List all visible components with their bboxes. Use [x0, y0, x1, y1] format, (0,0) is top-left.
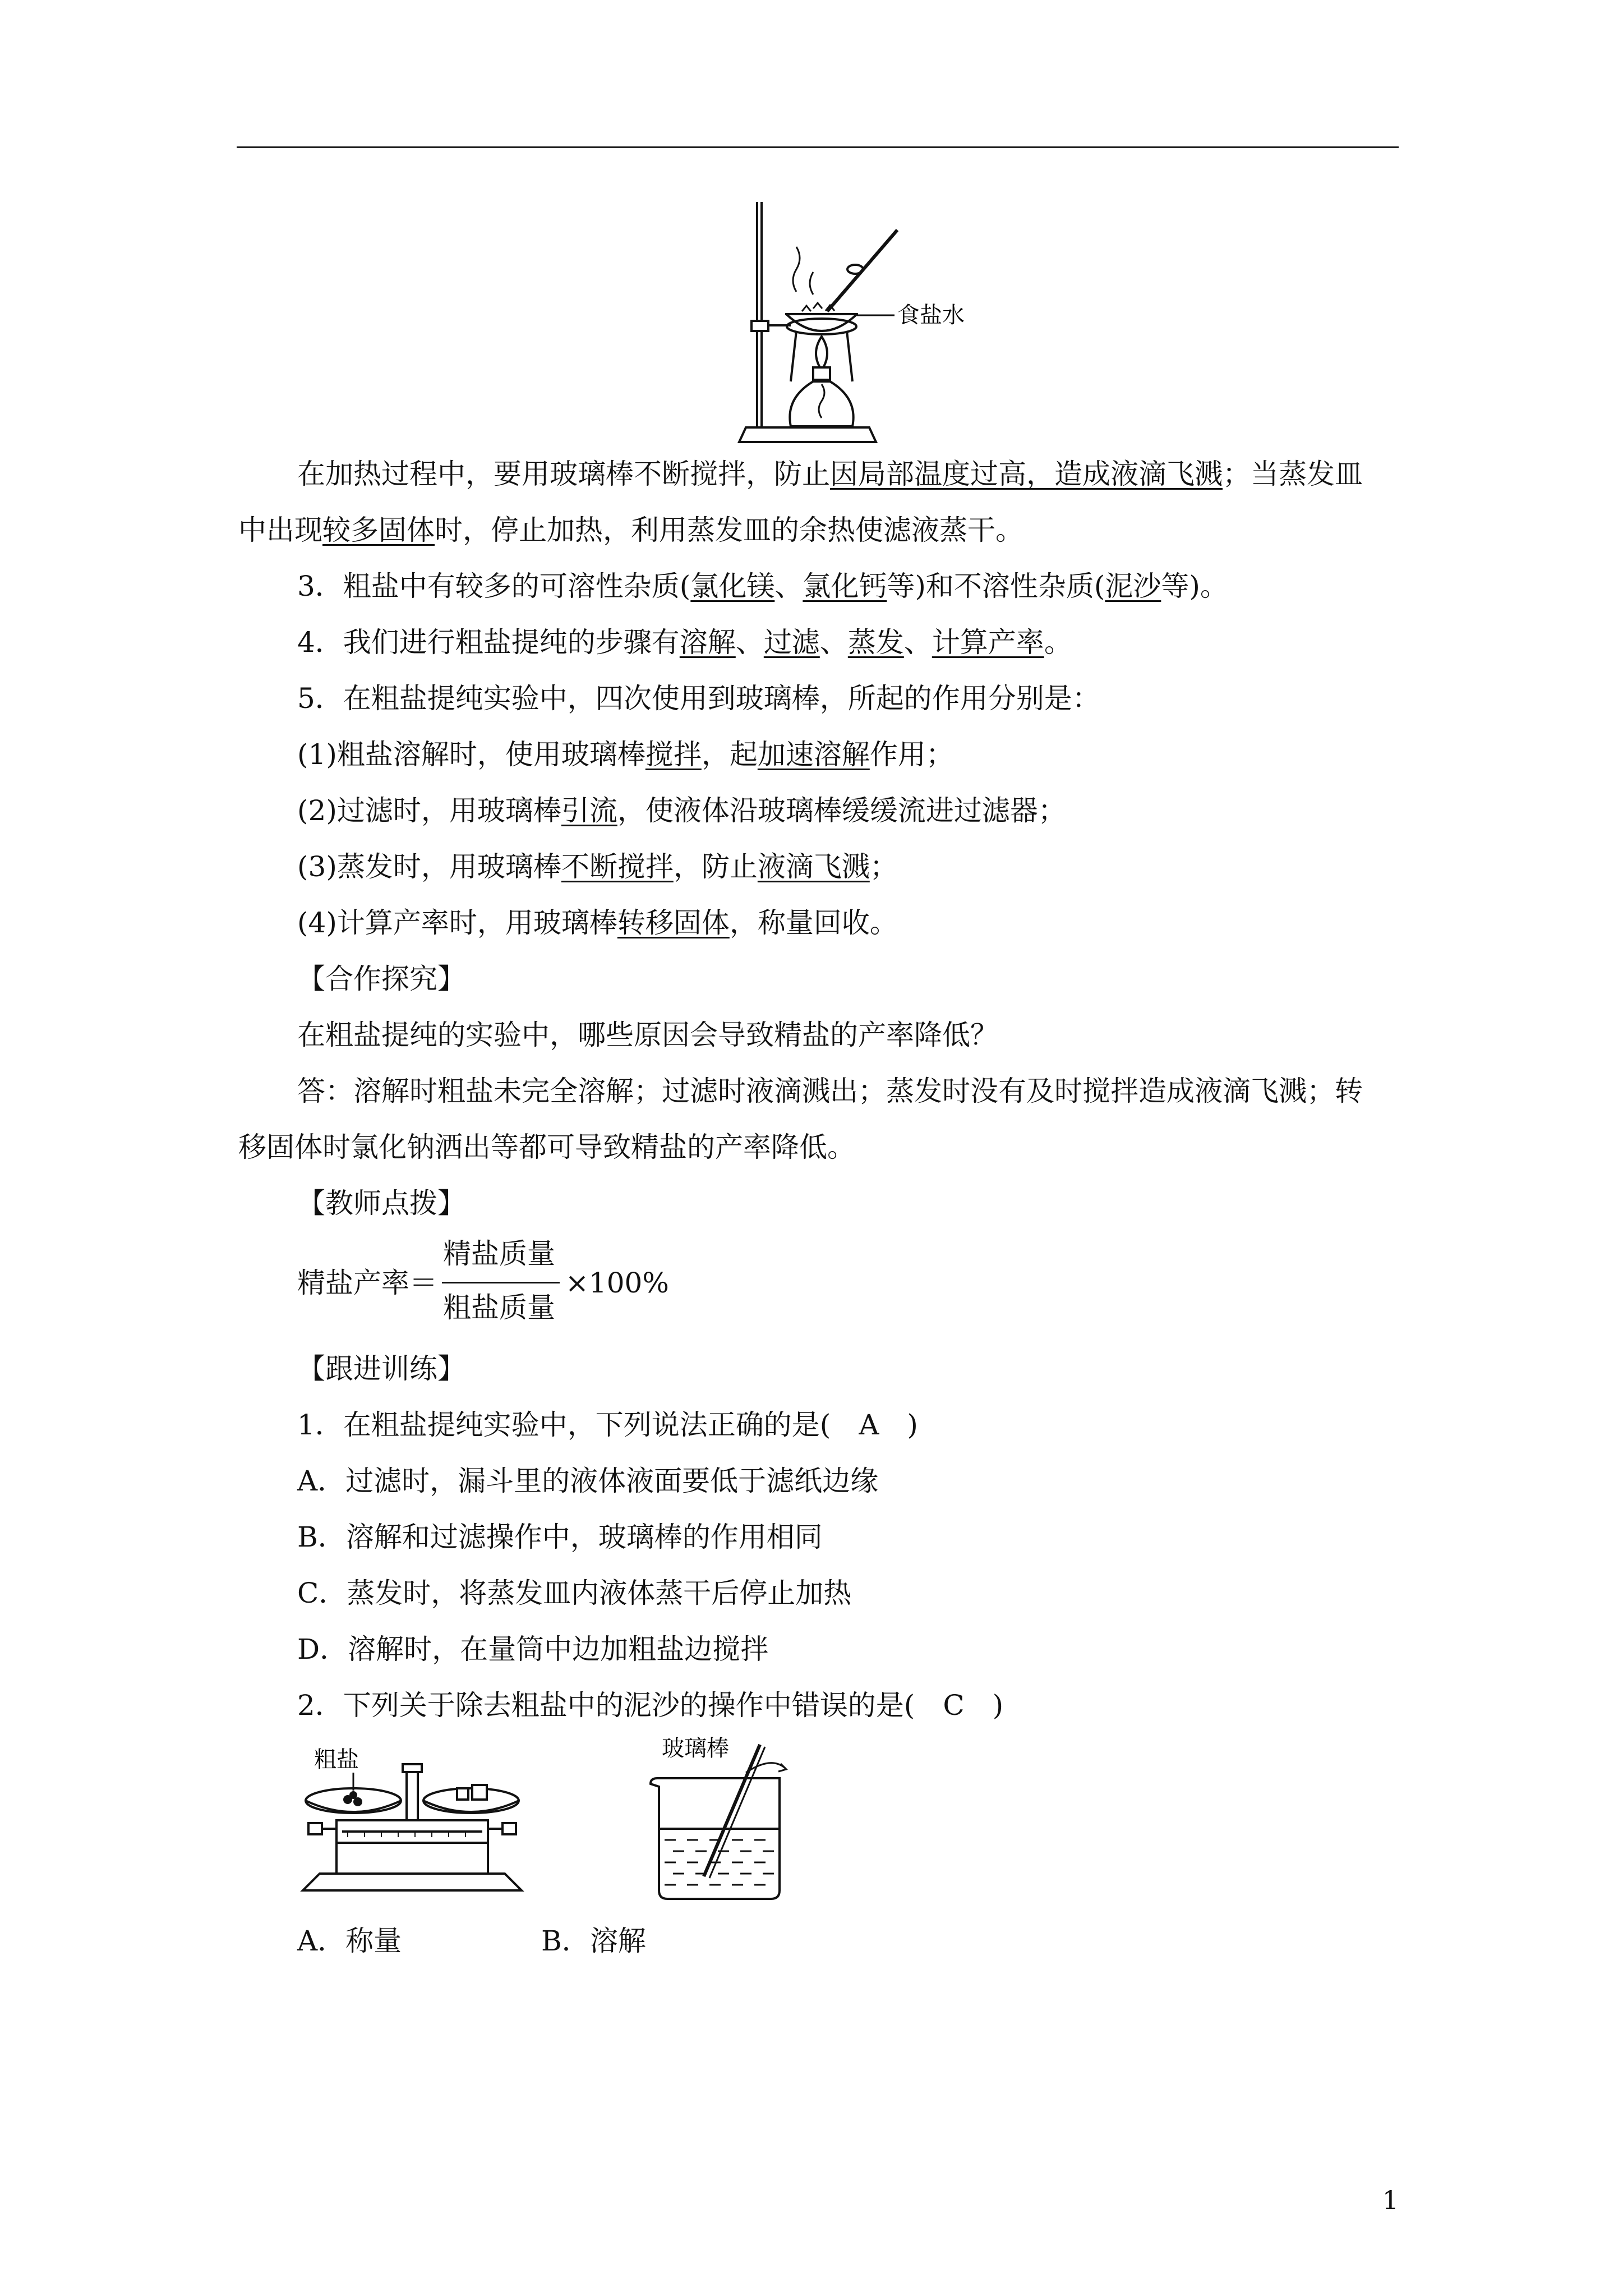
answer-line-2: 移固体时氯化钠洒出等都可导致精盐的产率降低。: [238, 1131, 855, 1163]
answer-blank: 溶解: [679, 626, 736, 659]
item-4: [297, 625, 1072, 659]
item-text: ，防止: [673, 850, 758, 883]
answer-blank: 液滴飞溅: [757, 850, 870, 883]
q1-stem: 1．在粗盐提纯实验中，下列说法正确的是( A ): [297, 1409, 918, 1441]
answer-blank: 搅拌: [645, 738, 702, 771]
answer-blank: 不断搅拌: [561, 850, 674, 883]
answer-blank: 转移固体: [617, 907, 730, 939]
item-text: (1)粗盐溶解时，使用玻璃棒: [297, 738, 645, 771]
balance-figure: [297, 1739, 544, 1907]
item-text: 4．我们进行粗盐提纯的步骤有: [297, 626, 680, 659]
answer-blank: 因局部温度过高，造成液滴飞溅: [830, 458, 1223, 490]
item-text: 等)和不溶性杂质(: [887, 570, 1105, 602]
answer-blank: 计算产率: [932, 626, 1044, 659]
formula-tail: ×100%: [565, 1267, 669, 1299]
item-text: (3)蒸发时，用玻璃棒: [297, 850, 561, 883]
item-text: (4)计算产率时，用玻璃棒: [297, 907, 617, 939]
header-rule: [237, 146, 1399, 148]
coarse-salt-label: 粗盐: [314, 1747, 359, 1773]
section-teacher-heading: 【教师点拨】: [297, 1187, 465, 1220]
item-text: ，称量回收。: [729, 907, 898, 939]
q2-stem: 2．下列关于除去粗盐中的泥沙的操作中错误的是( C ): [297, 1689, 1004, 1722]
item-3: [297, 569, 1228, 603]
salt-water-label: 食盐水: [897, 302, 965, 328]
item-text: 、: [774, 570, 803, 602]
glass-rod-label: 玻璃棒: [662, 1736, 729, 1761]
para1-text: 时，停止加热，利用蒸发皿的余热使滤液蒸干。: [435, 514, 1023, 546]
para1-line1: [297, 457, 1363, 491]
answer-blank: 引流: [561, 794, 617, 827]
answer-blank: 泥沙: [1105, 570, 1161, 602]
answer-blank: 过滤: [763, 626, 820, 659]
sub-item-4: [297, 906, 898, 940]
evaporation-apparatus-figure: [729, 196, 965, 449]
item-text: 等)。: [1161, 570, 1228, 602]
item-text: ；: [869, 850, 898, 883]
item-text: 、: [735, 626, 764, 659]
para1-text: 中出现: [238, 514, 322, 546]
para1-text: ；当蒸发皿: [1223, 458, 1363, 490]
sub-item-3: [297, 850, 898, 884]
item-5: 5．在粗盐提纯实验中，四次使用到玻璃棒，所起的作用分别是：: [297, 682, 1100, 715]
item-text: (2)过滤时，用玻璃棒: [297, 794, 561, 827]
answer-blank: 氯化镁: [690, 570, 775, 602]
fraction-bar: [442, 1282, 560, 1283]
section-follow-heading: 【跟进训练】: [297, 1352, 465, 1385]
evaporation-apparatus-drawing: [729, 196, 965, 449]
page-number: 1: [1382, 2185, 1399, 2215]
item-text: ，使液体沿玻璃棒缓缓流进过滤器；: [617, 794, 1066, 827]
beaker-drawing: [639, 1733, 864, 1907]
q1-option-a: A．过滤时，漏斗里的液体液面要低于滤纸边缘: [297, 1465, 879, 1497]
para1-text: 在加热过程中，要用玻璃棒不断搅拌，防止: [297, 458, 830, 490]
item-text: 、: [819, 626, 848, 659]
item-text: ，起: [701, 738, 758, 771]
formula-numerator: 精盐质量: [443, 1237, 555, 1270]
section-cooperate-heading: 【合作探究】: [297, 963, 465, 995]
question-text: 在粗盐提纯的实验中，哪些原因会导致精盐的产率降低？: [297, 1019, 998, 1051]
formula-denominator: 粗盐质量: [443, 1291, 555, 1324]
yield-formula: [297, 1237, 690, 1332]
item-text: 作用；: [869, 738, 954, 771]
answer-blank: 氯化钙: [803, 570, 887, 602]
sub-item-2: [297, 794, 1066, 827]
q1-option-b: B．溶解和过滤操作中，玻璃棒的作用相同: [297, 1521, 823, 1553]
sub-item-1: [297, 738, 954, 771]
item-text: 3．粗盐中有较多的可溶性杂质(: [297, 570, 691, 602]
answer-blank: 蒸发: [847, 626, 904, 659]
answer-blank: 较多固体: [322, 514, 435, 546]
q2-caption-b: B．溶解: [541, 1925, 646, 1957]
beaker-figure: [639, 1733, 864, 1907]
item-text: 。: [1044, 626, 1072, 659]
item-text: 、: [903, 626, 932, 659]
q1-option-d: D．溶解时，在量筒中边加粗盐边搅拌: [297, 1633, 769, 1665]
q2-caption-a: A．称量: [297, 1925, 402, 1957]
q1-option-c: C．蒸发时，将蒸发皿内液体蒸干后停止加热: [297, 1577, 852, 1609]
para1-line2: [238, 513, 1023, 547]
answer-line-1: 答：溶解时粗盐未完全溶解；过滤时液滴溅出；蒸发时没有及时搅拌造成液滴飞溅；转: [297, 1075, 1363, 1107]
balance-drawing: [297, 1739, 544, 1907]
formula-lhs: 精盐产率＝: [297, 1267, 437, 1299]
answer-blank: 加速溶解: [757, 738, 870, 771]
